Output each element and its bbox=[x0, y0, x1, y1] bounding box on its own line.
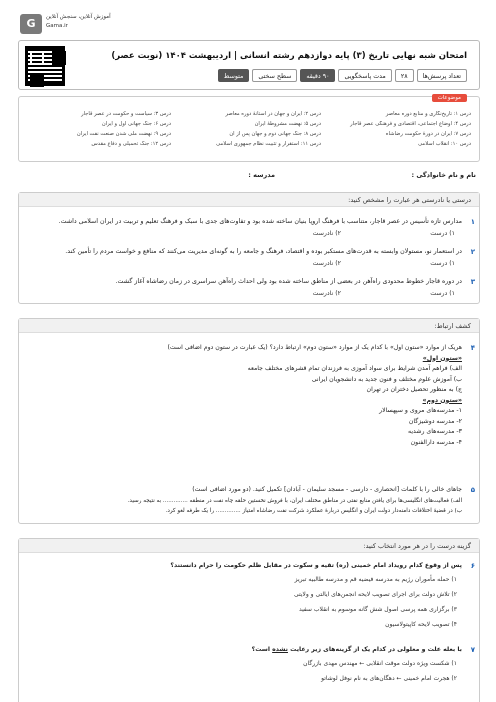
choice-option[interactable]: ۲) هجرت امام خمینی ← دهگان‌های به نام نوفل لوشاتو bbox=[321, 674, 457, 682]
option-true[interactable]: ۱) درست bbox=[430, 230, 455, 237]
site-branding bbox=[46, 13, 111, 31]
topics-list bbox=[27, 111, 471, 147]
section-heading: درستی یا نادرستی هر عبارت را مشخص کنید: bbox=[19, 193, 479, 207]
topic-item: درس ۲: ایران و جهان در آستانهٔ دوره معاصر bbox=[225, 111, 321, 117]
option-false[interactable]: ۲) نادرست bbox=[312, 230, 341, 237]
topic-item: درس ۱۰: انقلاب اسلامی bbox=[418, 141, 471, 147]
question-text-part: است؟ bbox=[251, 646, 273, 653]
question-text: پس از وقوع کدام رویداد امام خمینی (ره) تقیه و سکوت در مقابل ظلم حکومت را حرام دانستند؟ bbox=[170, 562, 462, 569]
question-text bbox=[29, 645, 471, 656]
choice-option[interactable]: ۱) شکست ویژه دولت موقت انقلابی ← مهندس مهدی بازرگان bbox=[303, 659, 457, 667]
topic-item: درس ۱۲: جنگ تحمیلی و دفاع مقدس bbox=[91, 141, 171, 147]
column-1-item: الف) فراهم آمدن شرایط برای سواد آموزی به فرزندان تمام قشرهای مختلف جامعه bbox=[247, 365, 462, 372]
question-number: ۵ bbox=[470, 486, 475, 494]
site-url[interactable]: Gama.ir bbox=[46, 23, 68, 29]
section-matching bbox=[18, 318, 480, 524]
exam-meta-chip: مدت پاسخگویی bbox=[338, 69, 391, 82]
topic-item: درس ۹: نهضت ملی شدن صنعت نفت ایران bbox=[76, 131, 171, 137]
question-number: ۴ bbox=[470, 344, 475, 352]
option-false[interactable]: ۲) نادرست bbox=[312, 290, 341, 297]
column-1-title: «ستون اول» bbox=[422, 354, 462, 362]
choice-option[interactable]: ۲) تلاش دولت برای اجرای تصویب لایحه انجمن‌های ایالتی و ولایتی bbox=[293, 590, 457, 598]
topic-item: درس ۱۱: استقرار و تثبیت نظام جمهوری اسلامی bbox=[216, 141, 321, 147]
topics-tag: موضوعات bbox=[432, 94, 467, 102]
section-true-false bbox=[18, 192, 480, 304]
exam-meta-chip: ۲۸ bbox=[395, 69, 414, 82]
column-2-title: «ستون دوم» bbox=[422, 396, 462, 404]
question-number: ۲ bbox=[470, 248, 475, 256]
question-number: ۷ bbox=[470, 646, 475, 654]
question-text: در دوره قاجار خطوط محدودی راه‌آهن در بعضی از مناطق ساخته شده بود ولی احداث راه‌آهن سراسری در زمان رضاشاه آغاز گشت. bbox=[115, 278, 462, 285]
choice-option[interactable]: ۳) برگزاری همه پرسی اصول شش گانه موسوم به انقلاب سفید bbox=[298, 605, 457, 613]
section-heading: گزینه درست را در هر مورد انتخاب کنید: bbox=[19, 539, 479, 553]
exam-meta-chip: تعداد پرسش‌ها bbox=[417, 69, 467, 82]
topics-box bbox=[18, 96, 480, 162]
blank-sentence-a: الف) فعالیت‌های انگلیسی‌ها برای یافتن منابع نفتی در مناطق مختلف ایران، با فروش نخستین حلقه چاه نفت در منطقه .............. به نتیجه رسید. bbox=[127, 497, 462, 504]
question-text-emphasis: نشده bbox=[272, 646, 288, 653]
site-name: آموزش آنلاین، سنجش آنلاین bbox=[46, 14, 111, 20]
question-text-part: با بعله علت و معلولی در کدام یک از گزینه‌های زیر رعایت bbox=[287, 646, 462, 653]
column-2-item: ۴- مدرسه دارالفنون bbox=[410, 438, 462, 446]
column-2-item: ۲- مدرسه دوشیزگان bbox=[408, 417, 462, 425]
question-1 bbox=[29, 217, 475, 237]
question-6 bbox=[29, 561, 475, 632]
question-text: هریک از موارد «ستون اول» با کدام یک از موارد «ستون دوم» ارتباط دارد؟ (یک عبارت در ستون دوم اضافی است) bbox=[167, 344, 462, 351]
question-text: در استعمار نو، مستولان وابسته به قدرت‌های مستکبر بوده و اقتصاد، فرهنگ و جامعه را به گونه‌ای مدیریت می‌کنند که منافع و خواست مردم را تأمین کند. bbox=[65, 248, 462, 255]
choice-option[interactable]: ۱) حمله مأموران رژیم به مدرسه فیضیه قم و مدرسه طالبیه تبریز bbox=[294, 575, 457, 583]
question-3 bbox=[29, 277, 475, 297]
section-multiple-choice bbox=[18, 538, 480, 702]
exam-meta-chip: متوسط bbox=[218, 69, 250, 82]
blank-sentence-b: ب) در قضیهٔ اختلافات دامنه‌دار دولت ایران و انگلیس دربارهٔ عملکرد شرکت نفت رضاشاه امتیاز .............. را یک طرفه لغو کرد. bbox=[165, 508, 462, 514]
exam-title: امتحان شبه نهایی تاریخ (۳) پایه دوازدهم رشته انسانی | اردیبهشت ۱۴۰۴ (نوبت عصر) bbox=[111, 51, 467, 61]
column-1-item: ج) به منظور تحصیل دختران در تهران bbox=[366, 386, 462, 393]
option-true[interactable]: ۱) درست bbox=[430, 260, 455, 267]
question-5 bbox=[29, 485, 475, 517]
question-text: مدارس تازه تأسیس در عصر قاجار، متناسب با فرهنگ اروپا بنیان ساخته شده بود و تفاوت‌های جدی با سبک و فرهنگ تعلیم و تربیت در ایران اسلامی داشت. bbox=[58, 218, 462, 225]
gama-logo bbox=[20, 14, 42, 34]
section-heading: کشف ارتباط: bbox=[19, 319, 479, 333]
topic-item: درس ۳: سیاست و حکومت در عصر قاجار bbox=[81, 111, 171, 117]
question-text: جاهای خالی را با کلمات [انحصاری - دارسی - مسجد سلیمان - آبادان] تکمیل کنید. (دو مورد اضافی است) bbox=[192, 486, 462, 493]
option-true[interactable]: ۱) درست bbox=[430, 290, 455, 297]
exam-meta bbox=[218, 69, 467, 82]
name-label: نام و نام خانوادگی : bbox=[411, 171, 476, 179]
exam-title-box bbox=[18, 40, 480, 90]
topic-item: درس ۴: اوضاع اجتماعی، اقتصادی و فرهنگی عصر قاجار bbox=[350, 121, 471, 127]
student-info-row bbox=[18, 168, 480, 184]
option-false[interactable]: ۲) نادرست bbox=[312, 260, 341, 267]
topic-item: درس ۱: تاریخ‌نگاری و منابع دوره معاصر bbox=[385, 111, 471, 117]
column-1-item: ب) آموزش علوم مختلف و فنون جدید به دانشجویان ایرانی bbox=[311, 375, 462, 383]
question-number: ۱ bbox=[470, 218, 475, 226]
column-2-item: ۱- مدرسه‌های مروی و سپهسالار bbox=[379, 407, 462, 414]
exam-meta-chip: سطح سختی bbox=[252, 69, 297, 82]
question-number: ۳ bbox=[470, 278, 475, 286]
column-2-item: ۳- مدرسه‌های رشدیه bbox=[408, 428, 462, 435]
topic-item: درس ۸: جنگ جهانی دوم و جهان پس از آن bbox=[229, 131, 321, 137]
topic-item: درس ۷: ایران در دورهٔ حکومت رضاشاه bbox=[385, 131, 471, 137]
question-7 bbox=[29, 645, 475, 686]
logo-letter: G bbox=[26, 17, 36, 30]
page-header bbox=[0, 0, 496, 40]
school-label: مدرسه : bbox=[248, 171, 275, 179]
topic-item: درس ۶: جنگ جهانی اول و ایران bbox=[101, 121, 171, 127]
qr-code-icon[interactable] bbox=[25, 46, 65, 86]
question-number: ۶ bbox=[470, 562, 475, 570]
exam-meta-chip: ۹۰ دقیقه bbox=[300, 69, 335, 82]
question-2 bbox=[29, 247, 475, 267]
topic-item: درس ۵: نهضت مشروطهٔ ایران bbox=[254, 121, 321, 127]
choice-option[interactable]: ۴) تصویب لایحه کاپیتولاسیون bbox=[385, 620, 457, 628]
question-4 bbox=[29, 343, 475, 448]
